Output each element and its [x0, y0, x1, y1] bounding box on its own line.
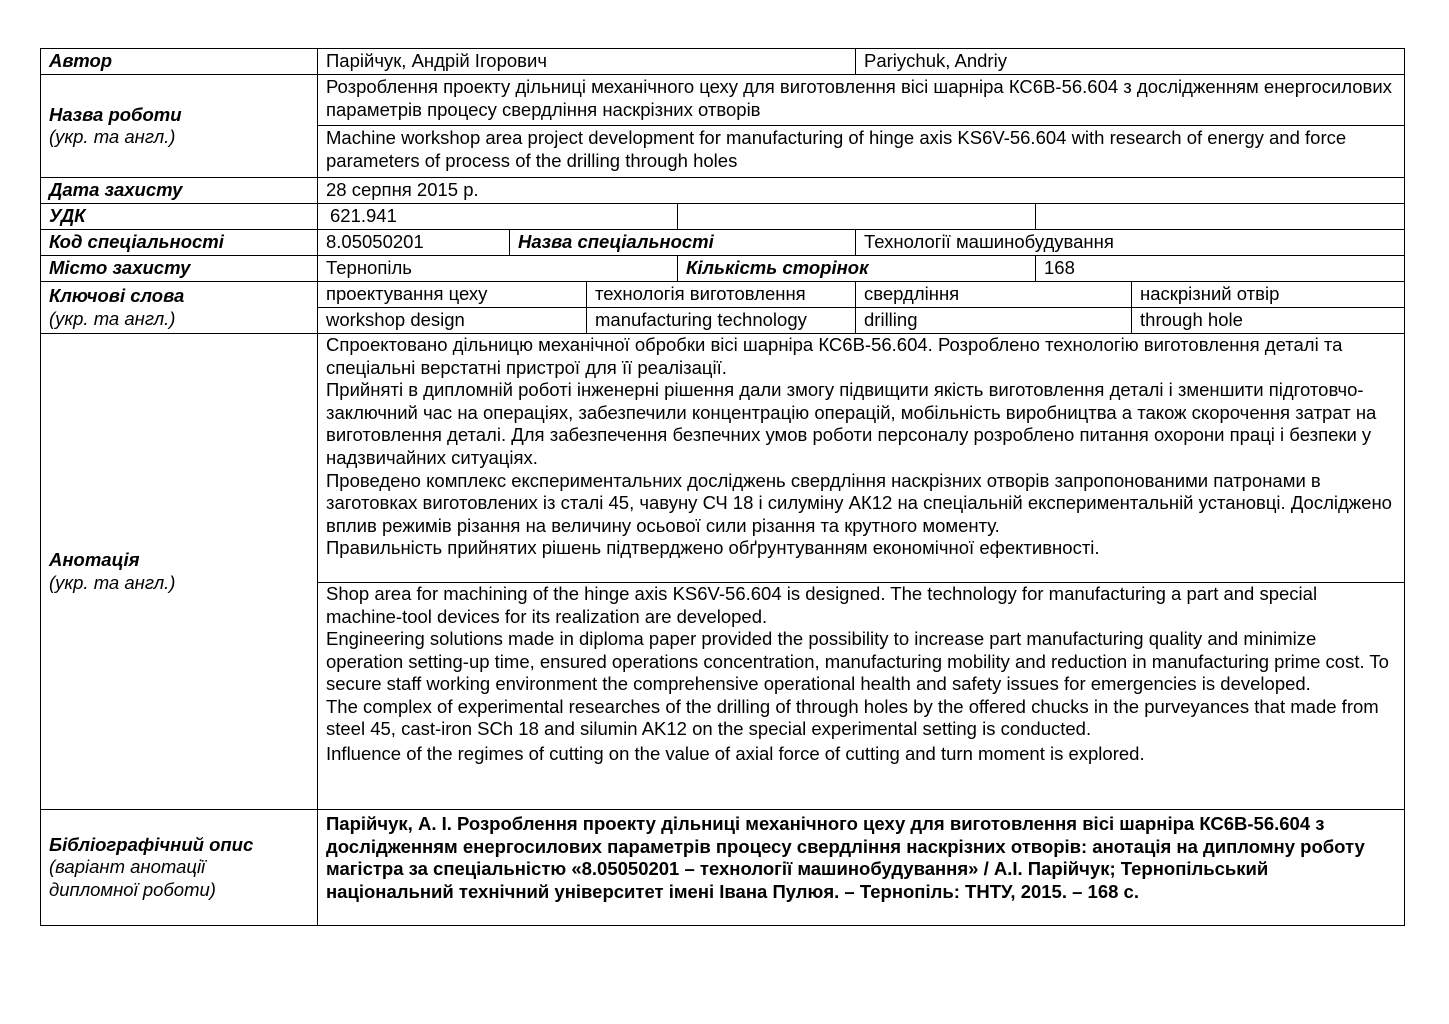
abstract-label-sub: (укр. та англ.) [49, 571, 176, 593]
thesis-card [40, 48, 1404, 929]
bibliography-label-sub-2: дипломної роботи) [49, 878, 216, 900]
keywords-label-cell [41, 282, 318, 334]
udc-label-cell [41, 204, 318, 230]
keyword-en-1: workshop design [318, 308, 587, 334]
abstract-uk-para-1: Спроектовано дільницю механічної обробки вісі шарніра КС6В-56.604. Розроблено технологію виготовлення деталі та спеціальні верстатні пристрої для її реалізації. [326, 334, 1343, 378]
udc-label: УДК [49, 205, 86, 227]
keyword-uk-2: технологія виготовлення [587, 282, 856, 308]
keyword-uk-4: наскрізний отвір [1132, 282, 1405, 308]
row-abstract-uk [41, 334, 1405, 583]
abstract-en [318, 583, 1405, 810]
row-defense-date [41, 178, 1405, 204]
specialty-code-label: Код спеціальності [49, 231, 224, 253]
udc-value: 621.941 [318, 204, 678, 230]
abstract-label-cell [41, 334, 318, 810]
abstract-uk-para-3: Проведено комплекс експериментальних досліджень свердління наскрізних отворів запропонованими патронами в заготовках виготовлених із сталі 45, чавуну СЧ 18 і силуміну АК12 на спеціальній експериментальній установці. Досліджено вплив режимів різання на величину осьової сили різання та крутного моменту. [326, 469, 1392, 536]
row-author [41, 49, 1405, 75]
title-uk: Розроблення проекту дільниці механічного цеху для виготовлення вісі шарніра КС6В-56.604 з дослідженням енергосилових параметрів процесу свердління наскрізних отворів [318, 75, 1405, 126]
title-label-cell [41, 75, 318, 178]
keyword-uk-3: свердління [856, 282, 1132, 308]
udc-empty-1 [678, 204, 1036, 230]
defense-date-label-cell [41, 178, 318, 204]
row-udc [41, 204, 1405, 230]
specialty-code: 8.05050201 [318, 230, 510, 256]
pages-label: Кількість сторінок [686, 257, 869, 279]
row-keywords-uk [41, 282, 1405, 308]
abstract-en-para-3: The complex of experimental researches of the drilling of through holes by the offered chucks in the purveyances that made from steel 45, cast-iron SCh 18 and silumin AK12 on the special experimental setting is conducted. [326, 695, 1379, 739]
city-label-cell [41, 256, 318, 282]
bibliography-label-cell [41, 810, 318, 926]
keyword-en-4: through hole [1132, 308, 1405, 334]
abstract-uk [318, 334, 1405, 583]
specialty-code-label-cell [41, 230, 318, 256]
udc-empty-2 [1036, 204, 1405, 230]
row-city-pages [41, 256, 1405, 282]
defense-date: 28 серпня 2015 р. [318, 178, 1405, 204]
abstract-uk-para-2: Прийняті в дипломній роботі інженерні рішення дали змогу підвищити якість виготовлення деталі і зменшити підготовчо-заключний час на операціях, забезпечили концентрацію операцій, мобільність виробництва а також скорочення затрат на виготовлення деталі. Для забезпечення безпечних умов роботи персоналу розроблено питання охорони праці і безпеки у надзвичайних ситуаціях. [326, 379, 1377, 468]
row-title-uk [41, 75, 1405, 126]
city: Тернопіль [318, 256, 678, 282]
bibliography-label: Бібліографічний опис [49, 833, 254, 855]
keywords-label-sub: (укр. та англ.) [49, 307, 176, 329]
bibliography: Парійчук, А. І. Розроблення проекту дільниці механічного цеху для виготовлення вісі шарніра КС6В-56.604 з дослідженням енергосилових параметрів процесу свердління наскрізних отворів: анотація на дипломну роботу магістра за спеціальністю «8.05050201 – технології машинобудування» / А.І. Парійчук; Тернопільський національний технічний університет імені Івана Пулюя. – Тернопіль: ТНТУ, 2015. – 168 с. [318, 810, 1405, 926]
row-bibliography [41, 810, 1405, 926]
bibliography-label-sub-1: (варіант анотації [49, 856, 206, 878]
keyword-en-3: drilling [856, 308, 1132, 334]
pages-label-cell [678, 256, 1036, 282]
keyword-en-2: manufacturing technology [587, 308, 856, 334]
specialty-name-label: Назва спеціальності [518, 231, 714, 253]
city-label: Місто захисту [49, 257, 191, 279]
author-en: Pariychuk, Andriy [856, 49, 1405, 75]
abstract-en-para-4: Influence of the regimes of cutting on the value of axial force of cutting and turn moment is explored. [326, 742, 1145, 764]
title-label-sub: (укр. та англ.) [49, 126, 176, 147]
abstract-en-para-1: Shop area for machining of the hinge axis KS6V-56.604 is designed. The technology for manufacturing a part and special machine-tool devices for its realization are developed. [326, 583, 1318, 627]
title-en: Machine workshop area project development for manufacturing of hinge axis KS6V-56.604 with research of energy and force parameters of process of the drilling through holes [318, 126, 1405, 178]
thesis-info-table [40, 48, 1405, 926]
pages: 168 [1036, 256, 1405, 282]
defense-date-label: Дата захисту [49, 179, 183, 201]
abstract-en-para-2: Engineering solutions made in diploma paper provided the possibility to increase part manufacturing quality and minimize operation setting-up time, ensured operations concentration, manufacturing mobility and reduction in manufacturing prime cost. To secure staff working environment the comprehensive operational health and safety issues for emergencies is developed. [326, 628, 1389, 694]
specialty-name: Технології машинобудування [856, 230, 1405, 256]
row-specialty [41, 230, 1405, 256]
author-uk: Парійчук, Андрій Ігорович [318, 49, 856, 75]
abstract-uk-para-4: Правильність прийнятих рішень підтверджено обґрунтуванням економічної ефективності. [326, 537, 1100, 559]
author-label-cell [41, 49, 318, 75]
author-label: Автор [49, 50, 113, 72]
title-label: Назва роботи [49, 103, 182, 125]
specialty-name-label-cell [510, 230, 856, 256]
abstract-label: Анотація [49, 549, 140, 570]
keyword-uk-1: проектування цеху [318, 282, 587, 308]
keywords-label: Ключові слова [49, 285, 185, 306]
